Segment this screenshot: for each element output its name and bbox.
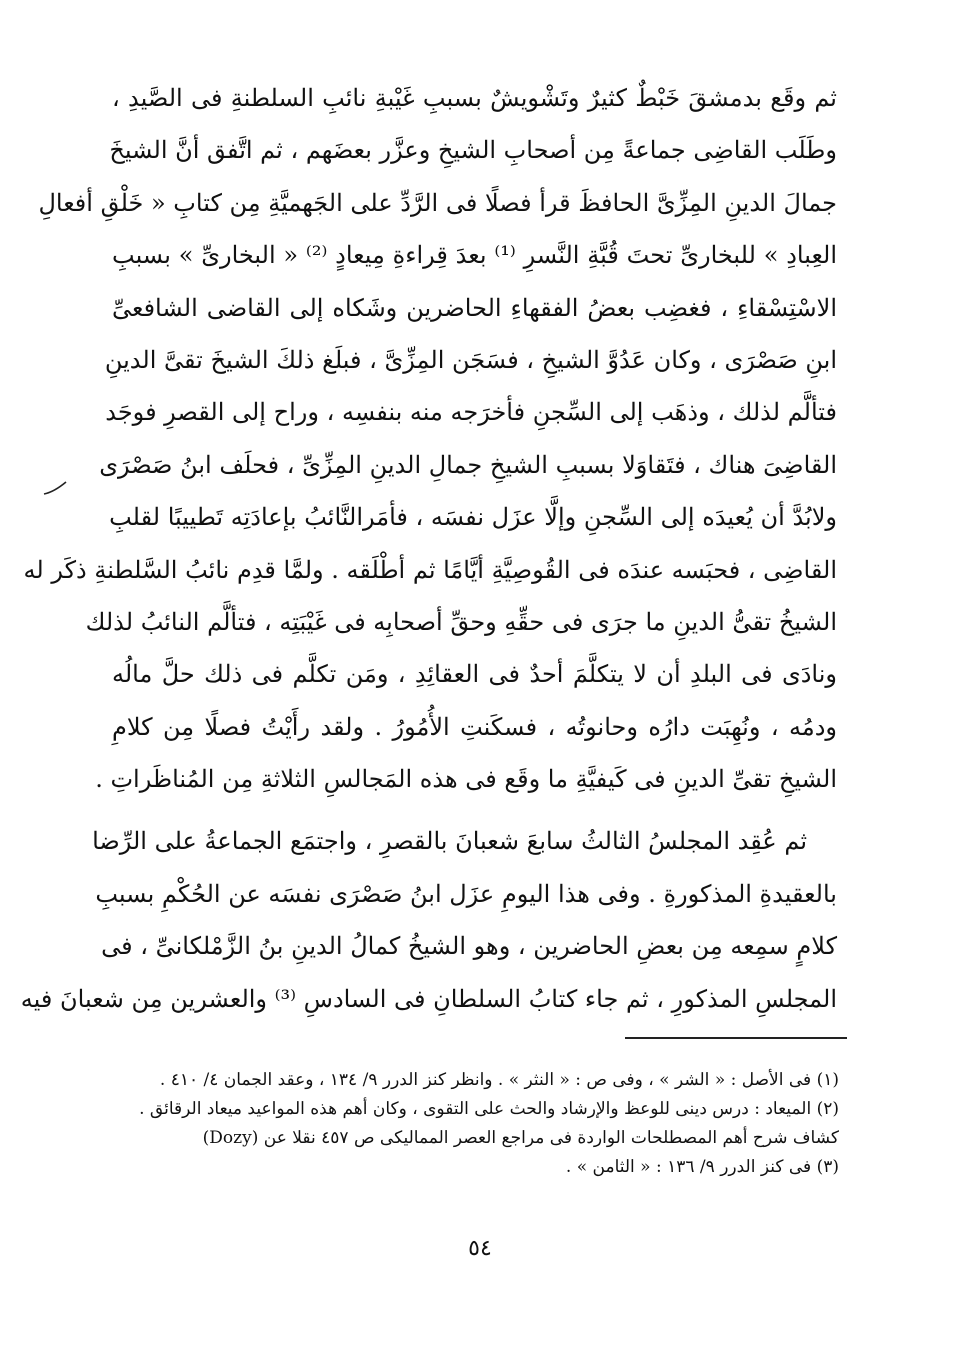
- footnote-separator: [625, 1037, 847, 1039]
- footnote: (١) فى الأصل : « الشر » ، وفى ص : « النثر » . وانظر كنز الدرر ٩/ ١٣٤ ، وعقد الجمان ٤/ ٤١٠ .: [159, 1070, 839, 1090]
- text-line: الشيخِ تقىِّ الدينِ فى كَيفيَّةِ ما وقَع فى هذه المَجالسِ الثلاثةِ مِن المُناظَراتِ .: [95, 765, 837, 794]
- text-line: وطَلَب القاضِى جماعةً مِن أصحابِ الشيخِ وعزَّر بعضَهم ، ثم اتَّفق أنَّ الشيخَ: [109, 136, 837, 165]
- text-line: جمالَ الدينِ المِزِّىَّ الحافظَ قرأ فصلًا فى الرَّدِّ على الجَهميَّةِ مِن كتابِ « خَلْقِ أفعالِ: [38, 188, 837, 217]
- text-line: ودمُه ، ونُهِبَت دارُه وحانوتُه ، فسكَنتِ الأُمُورُ . ولقد رأَيْتُ فصلًا مِن كلامِ: [112, 712, 837, 741]
- footnote: كشاف شرح أهم المصطلحات الواردة فى مراجع العصر المماليكى ص ٤٥٧ نقلا عن (Dozy): [202, 1128, 839, 1148]
- text-line: العِبادِ » للبخارىِّ تحتَ قُبَّةِ النَّسرِ ⁽¹⁾ بعدَ قِراءةِ مِيعادٍ ⁽²⁾ « البخارىِّ » بسببِ: [112, 241, 838, 270]
- margin-pen-mark: [42, 478, 68, 498]
- text-line: بالعقيدةِ المذكورةِ . وفى هذا اليومِ عزَل ابنُ صَصْرَى نفسَه عن الحُكْمِ بسببِ: [95, 879, 837, 908]
- footnotes: [120, 1066, 839, 1182]
- text-line: فتألَّم لذلك ، وذهَب إلى السِّجنِ فأخرَجه منه بنفسِه ، وراح إلى القصرِ فوجَد: [105, 398, 837, 427]
- text-line: ثم عُقِد المجلسُ الثالثُ سابعَ شعبانَ بالقصرِ ، واجتمَع الجماعةُ على الرِّضا: [92, 827, 807, 856]
- text-line: ثم وقَع بدمشقَ خَبْطٌ كثيرٌ وتَشْويشٌ بسببِ غَيْبةِ نائبِ السلطنةِ فى الصَّيدِ ،: [112, 84, 837, 112]
- text-line: ابنِ صَصْرَى ، وكان عَدُوَّ الشيخِ ، فسَجَن المِزِّىَّ ، فبلَغ ذلكَ الشيخَ تقىَّ الدينِ: [104, 345, 837, 374]
- paragraph-gap: [112, 805, 837, 815]
- text-line: كلامٍ سمِعه مِن بعضِ الحاضرين ، وهو الشيخُ كمالُ الدينِ بنُ الزَّمْلكانىِّ ، فى: [101, 932, 837, 961]
- footnote: (٣) فى كنز الدرر ٩/ ١٣٦ : « الثامن » .: [565, 1157, 839, 1177]
- text-line: المجلسِ المذكورِ ، ثم جاء كتابُ السلطانِ فى السادسِ ⁽³⁾ والعشرين مِن شعبانَ فيه: [20, 984, 837, 1013]
- text-line: ولابُدَّ أن يُعيدَه إلى السِّجنِ وإلَّا عزَل نفسَه ، فأمَرالنَّائبُ بإعادَتِه تَطييبًا لقلبِ: [109, 503, 837, 532]
- page-number: ٥٤: [468, 1236, 492, 1261]
- footnote: (٢) الميعاد : درس دينى للوعظ والإرشاد والحث على التقوى ، وكان أهم هذه المواعيد ميعاد الرقائق .: [139, 1099, 839, 1119]
- main-text: [20, 72, 838, 1025]
- text-line: الاسْتِسْقاءِ ، فغضِب بعضُ الفقهاءِ الحاضرين وشَكاه إلى القاضى الشافعىِّ: [112, 293, 837, 322]
- text-line: القاضِىَ هناك ، فتَقاوَلا بسببِ الشيخِ جمالِ الدينِ المِزِّىِّ ، فحلَف ابنُ صَصْرَى: [99, 450, 837, 479]
- text-line: ونادَى فى البلدِ أن لا يتكلَّمَ أحدٌ فى العقائِدِ ، ومَن تكلَّم فى ذلك حلَّ مالُه: [112, 660, 838, 689]
- text-line: الشيخُ تقىُّ الدينِ ما جرَى فى حقِّهِ وحقِّ أصحابِه فى غَيْبَتِه ، فتألَّم النائبُ لذلك: [85, 607, 837, 636]
- text-line: القاضِى ، فحبَسه عندَه فى القُوصِيَّةِ أيَّامًا ثم أطْلَقه . ولمَّا قدِم نائبُ السَّلطنةِ ذكَر له: [23, 555, 837, 584]
